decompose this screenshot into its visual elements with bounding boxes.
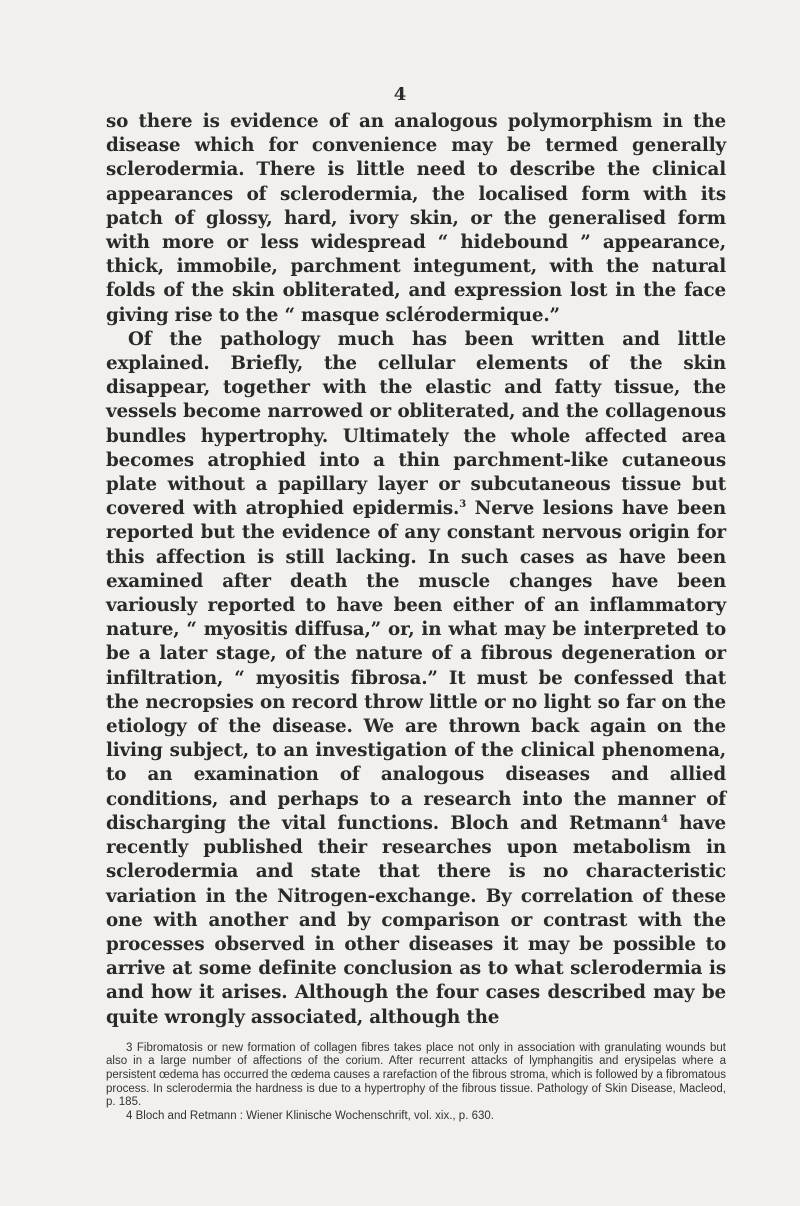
footnotes bbox=[106, 1042, 726, 1124]
paragraph-2 bbox=[106, 328, 726, 1030]
footnote-3: 3 Fibromatosis or new formation of collagen fibres takes place not only in association with granulating wounds but also in a large number of affections of the corium. After recurrent attacks of lymphangitis and erysipelas where a persistent œdema has occurred the œdema causes a rarefaction of the fibrous stroma, which is followed by a fibromatous process. In sclerodermia the hardness is due to a hypertrophy of the fibrous tissue. Pathology of Skin Disease, Macleod, p. 185. bbox=[106, 1041, 727, 1109]
paragraph-2-start: Of the pathology much has been written and little explained. Briefly, the cellular elements of the skin disappear, together with the elastic and fatty tissue, the vessels become narrowed or obliterated, and the collagenous bundles hypertrophy. Ultimately the whole affected area becomes atrophied into a thin parchment-like cutaneous plate without a papillary layer or subcutaneous tissue but covered with atrophied epidermis. bbox=[106, 328, 726, 520]
paragraph-2-middle: Nerve lesions have been reported but the evidence of any constant nervous origin for this affection is still lacking. In such cases as have been examined after death the muscle changes have been variously reported to have been either of an inflammatory nature, “ myositis diffusa,” or, in what may be interpreted to be a later stage, of the nature of a fibrous degeneration or infiltration, “ myositis fibrosa.” It must be confessed that the necropsies on record throw little or no light so far on the etiology of the disease. We are thrown back again on the living subject, to an investigation of the clinical phenomena, to an examination of analogous diseases and allied conditions, and perhaps to a research into the manner of discharging the vital functions. Bloch and Retmann bbox=[106, 498, 726, 834]
footnote-4: 4 Bloch and Retmann : Wiener Klinische Wochenschrift, vol. xix., p. 630. bbox=[126, 1109, 494, 1122]
footnote-ref-3: 3 bbox=[459, 499, 467, 511]
paragraph-1: so there is evidence of an analogous polymorphism in the disease which for convenience may be termed generally sclerodermia. There is little need to describe the clinical appearances of sclerodermia, the localised form with its patch of glossy, hard, ivory skin, or the generalised form with more or less widespread “ hidebound ” appearance, thick, immobile, parchment integument, with the natural folds of the skin obliterated, and expression lost in the face giving rise to the “ masque sclérodermique.” bbox=[106, 111, 726, 326]
footnote-ref-4: 4 bbox=[660, 813, 668, 825]
page-number: 4 bbox=[393, 84, 407, 105]
paragraph-2-end: have recently published their researches upon metabolism in sclerodermia and state that there is no characteristic variation in the Nitrogen-exchange. By correlation of these one with another and by comparison or contrast with the processes observed in other diseases it may be possible to arrive at some definite conclusion as to what sclerodermia is and how it arises. Although the four cases described may be quite wrongly associated, although the bbox=[106, 812, 726, 1028]
body-text bbox=[106, 110, 726, 1030]
